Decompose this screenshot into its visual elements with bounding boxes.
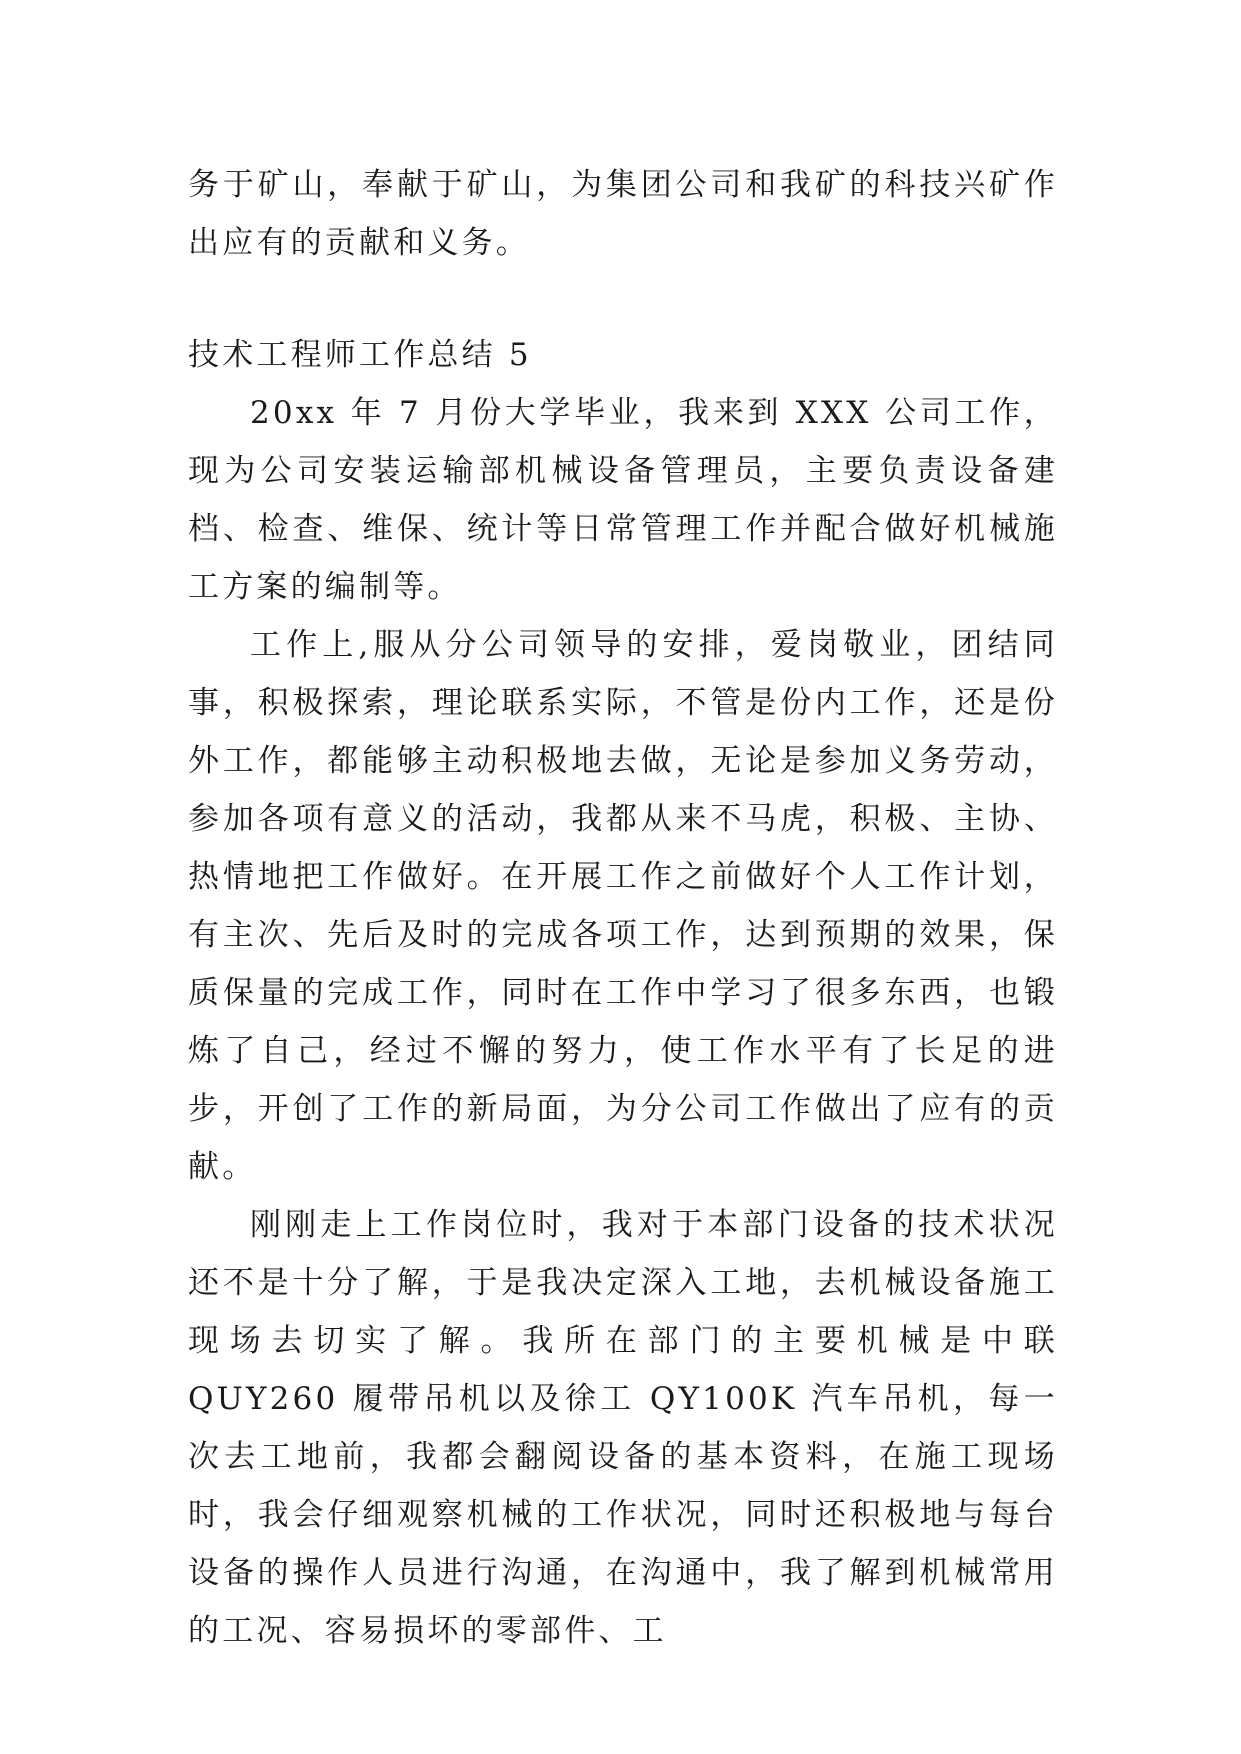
document-body [188, 156, 1058, 1660]
paragraph-3: 刚刚走上工作岗位时，我对于本部门设备的技术状况还不是十分了解，于是我决定深入工地，去机械设备施工现场去切实了解。我所在部门的主要机械是中联 QUY260 履带吊机以及徐工 QY100K 汽车吊机，每一次去工地前，我都会翻阅设备的基本资料，在施工现场时，我会仔细观察机械的工作状况，同时还积极地与每台设备的操作人员进行沟通，在沟通中，我了解到机械常用的工况、容易损坏的零部件、工 [188, 1207, 1058, 1649]
section-heading: 技术工程师工作总结 5 [188, 337, 532, 373]
paragraph-continued: 务于矿山，奉献于矿山，为集团公司和我矿的科技兴矿作出应有的贡献和义务。 [188, 167, 1058, 261]
paragraph-1: 20xx 年 7 月份大学毕业，我来到 XXX 公司工作，现为公司安装运输部机械设备管理员，主要负责设备建档、检查、维保、统计等日常管理工作并配合做好机械施工方案的编制等。 [188, 395, 1058, 605]
paragraph-2: 工作上,服从分公司领导的安排，爱岗敬业，团结同事，积极探索，理论联系实际，不管是份内工作，还是份外工作，都能够主动积极地去做，无论是参加义务劳动，参加各项有意义的活动，我都从来不马虎，积极、主协、热情地把工作做好。在开展工作之前做好个人工作计划，有主次、先后及时的完成各项工作，达到预期的效果，保质保量的完成工作，同时在工作中学习了很多东西，也锻炼了自己，经过不懈的努力，使工作水平有了长足的进步，开创了工作的新局面，为分公司工作做出了应有的贡献。 [188, 627, 1058, 1185]
